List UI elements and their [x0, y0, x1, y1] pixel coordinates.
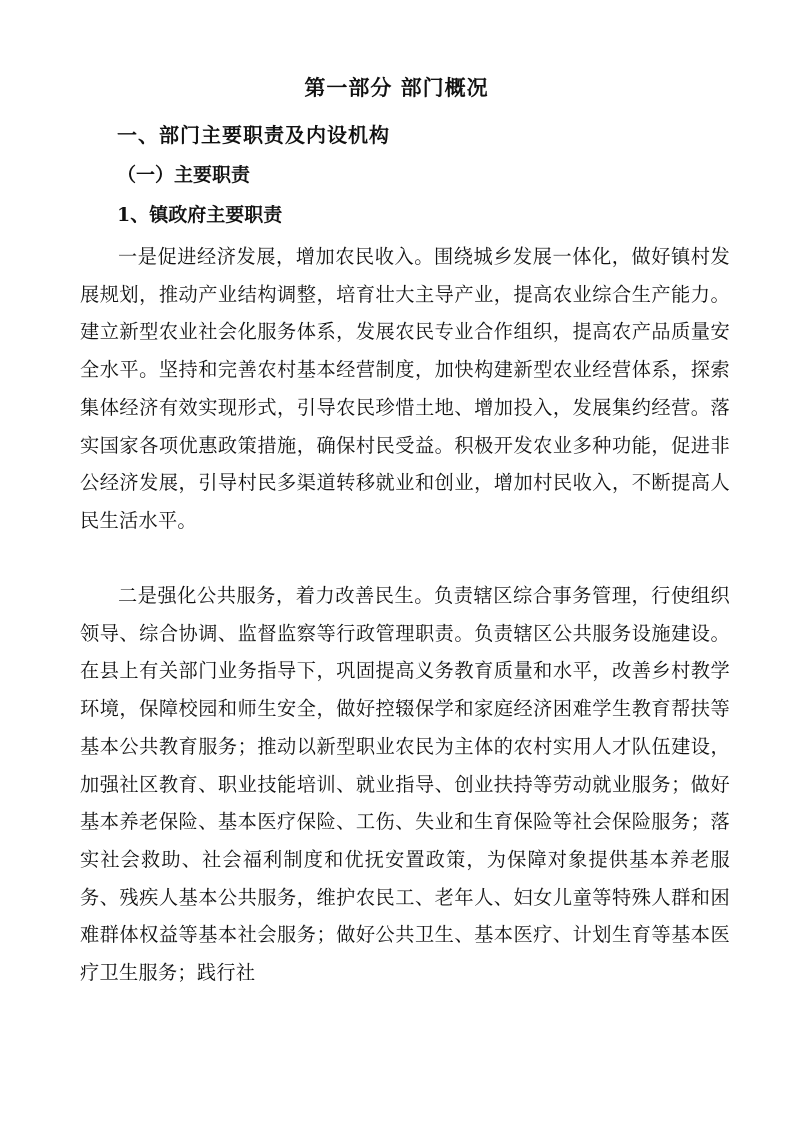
- body-paragraph-1: 一是促进经济发展，增加农民收入。围绕城乡发展一体化，做好镇村发展规划，推动产业结构调整，培育壮大主导产业，提高农业综合生产能力。建立新型农业社会化服务体系，发展农民专业合作组织，提高农产品质量安全水平。坚持和完善农村基本经营制度，加快构建新型农业经营体系，探索集体经济有效实现形式，引导农民珍惜土地、增加投入，发展集约经营。落实国家各项优惠政策措施，确保村民受益。积极开发农业多种功能，促进非公经济发展，引导村民多渠道转移就业和创业，增加村民收入，不断提高人民生活水平。: [80, 245, 730, 532]
- section-heading: 一、部门主要职责及内设机构: [117, 123, 390, 147]
- body-paragraph-2: 二是强化公共服务，着力改善民生。负责辖区综合事务管理，行使组织领导、综合协调、监督监察等行政管理职责。负责辖区公共服务设施建设。在县上有关部门业务指导下，巩固提高义务教育质量和水平，改善乡村教学环境，保障校园和师生安全，做好控辍保学和家庭经济困难学生教育帮扶等基本公共教育服务；推动以新型职业农民为主体的农村实用人才队伍建设，加强社区教育、职业技能培训、就业指导、创业扶持等劳动就业服务；做好基本养老保险、基本医疗保险、工伤、失业和生育保险等社会保险服务；落实社会救助、社会福利制度和优抚安置政策，为保障对象提供基本养老服务、残疾人基本公共服务，维护农民工、老年人、妇女儿童等特殊人群和困难群体权益等基本社会服务；做好公共卫生、基本医疗、计划生育等基本医疗卫生服务；践行社: [80, 584, 730, 985]
- item-heading: 1、镇政府主要职责: [117, 204, 283, 226]
- subsection-heading: （一）主要职责: [117, 164, 251, 186]
- page-title: 第一部分 部门概况: [304, 76, 489, 100]
